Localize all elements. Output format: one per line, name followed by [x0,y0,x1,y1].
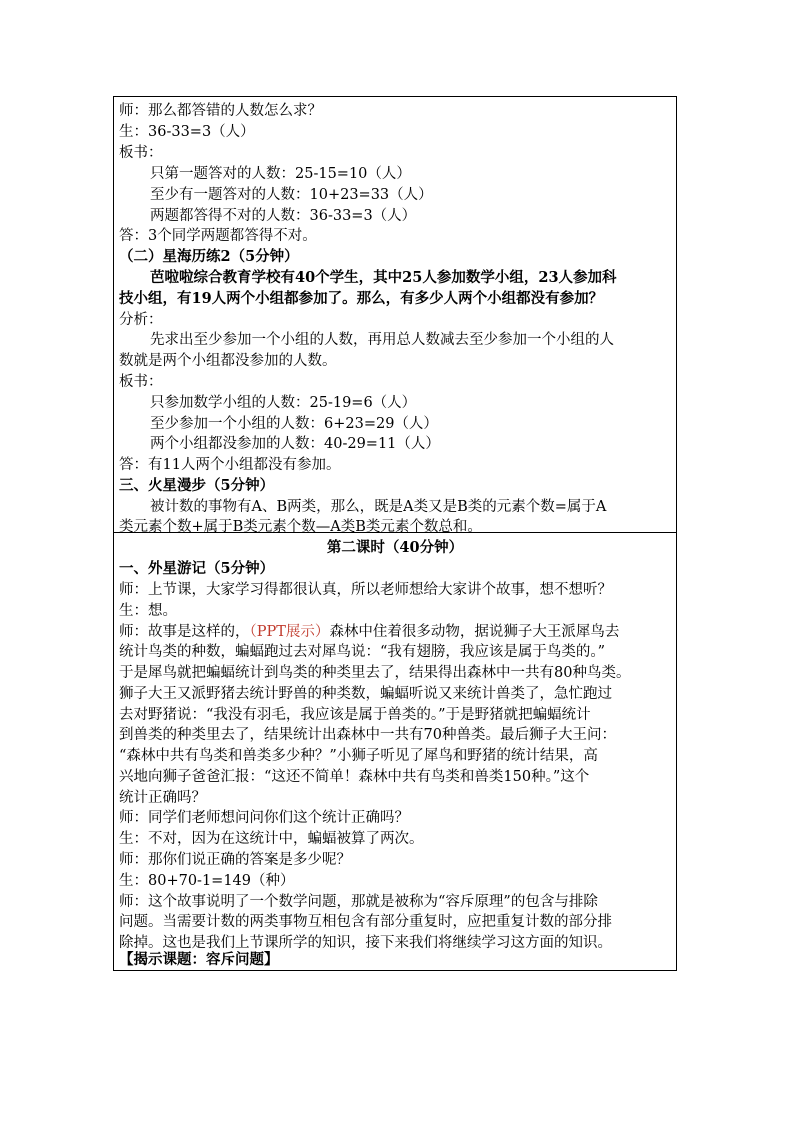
text-line: 师：这个故事说明了一个数学问题，那就是被称为“容斥原理”的包含与排除 [119,894,598,910]
text-line: 统计鸟类的种数，蝙蝠跑过去对犀鸟说：“我有翅膀，我应该是属于鸟类的。” [119,644,606,660]
lesson-heading: 第二课时（40分钟） [326,539,464,556]
text-line: 到兽类的种类里去了，结果统计出森林中一共有70种兽类。最后狮子大王问： [119,727,616,743]
text-segment: 森林中住着很多动物，据说狮子大王派犀鸟去 [329,624,620,640]
text-line: 数就是两个小组都没参加的人数。 [119,353,337,369]
text-segment: 师：故事是这样的， [119,624,250,640]
text-line: 师：同学们老师想问问你们这个统计正确吗？ [119,810,409,826]
text-line: 只参加数学小组的人数：25-19=6（人） [150,395,417,411]
section-heading: 三、火星漫步（5分钟） [119,477,275,494]
text-line: 兴地向狮子爸爸汇报：“这还不简单！森林中共有鸟类和兽类150种。”这个 [119,769,590,785]
text-line: “森林中共有鸟类和兽类多少种？”小狮子听见了犀鸟和野猪的统计结果，高 [119,748,598,764]
text-line: 答：3个同学两题都答得不对。 [119,228,317,244]
problem-text: 技小组，有19人两个小组都参加了。那么，有多少人两个小组都没有参加？ [119,290,604,307]
text-line: 除掉。这也是我们上节课所学的知识，接下来我们将继续学习这方面的知识。 [119,935,612,951]
text-line: 去对野猪说：“我没有羽毛，我应该是属于兽类的。”于是野猪就把蝙蝠统计 [119,707,591,723]
text-line: 生：36-33=3（人） [119,124,255,140]
problem-text: 芭啦啦综合教育学校有40个学生，其中25人参加数学小组，23人参加科 [150,269,617,286]
text-line: 生：不对，因为在这统计中，蝙蝠被算了两次。 [119,831,424,847]
section-heading: （二）星海历练2（5分钟） [119,248,299,265]
text-line: 问题。当需要计数的两类事物互相包含有部分重复时，应把重复计数的部分排 [119,914,612,930]
text-line: 只第一题答对的人数：25-15=10（人） [150,166,411,182]
text-line: 师：上节课，大家学习得都很认真，所以老师想给大家讲个故事，想不想听？ [119,582,612,598]
text-line: 狮子大王又派野猪去统计野兽的种类数，蝙蝠听说又来统计兽类了，急忙跑过 [119,686,612,702]
text-line: 板书： [119,145,163,161]
text-line: 先求出至少参加一个小组的人数，再用总人数减去至少参加一个小组的人 [150,332,614,348]
text-line: 板书： [119,374,163,390]
text-line: 答：有11人两个小组都没有参加。 [119,457,341,473]
ppt-marker: （PPT展示） [249,624,330,640]
text-line: 至少有一题答对的人数：10+23=33（人） [150,187,433,203]
text-line: 分析： [119,312,163,328]
text-line: 师：那么都答错的人数怎么求？ [119,103,322,119]
text-line: 类元素个数+属于B类元素个数—A类B类元素个数总和。 [119,519,482,535]
text-line: 两个小组都没参加的人数：40-29=11（人） [150,436,440,452]
text-line: 师：那你们说正确的答案是多少呢？ [119,852,351,868]
text-line: 至少参加一个小组的人数：6+23=29（人） [150,416,438,432]
text-line: 被计数的事物有A、B两类，那么，既是A类又是B类的元素个数=属于A [150,499,607,515]
text-line: 两题都答得不对的人数：36-33=3（人） [150,208,417,224]
section-heading: 一、外星游记（5分钟） [119,560,275,577]
text-line: 生：80+70-1=149（种） [119,873,295,889]
text-line: 统计正确吗？ [119,790,206,806]
text-line: 于是犀鸟就把蝙蝠统计到鸟类的种类里去了，结果得出森林中一共有80种鸟类。 [119,665,631,681]
lesson-topic: 【揭示课题：容斥问题】 [119,951,279,968]
text-line [119,622,619,643]
text-line: 生：想。 [119,603,177,619]
